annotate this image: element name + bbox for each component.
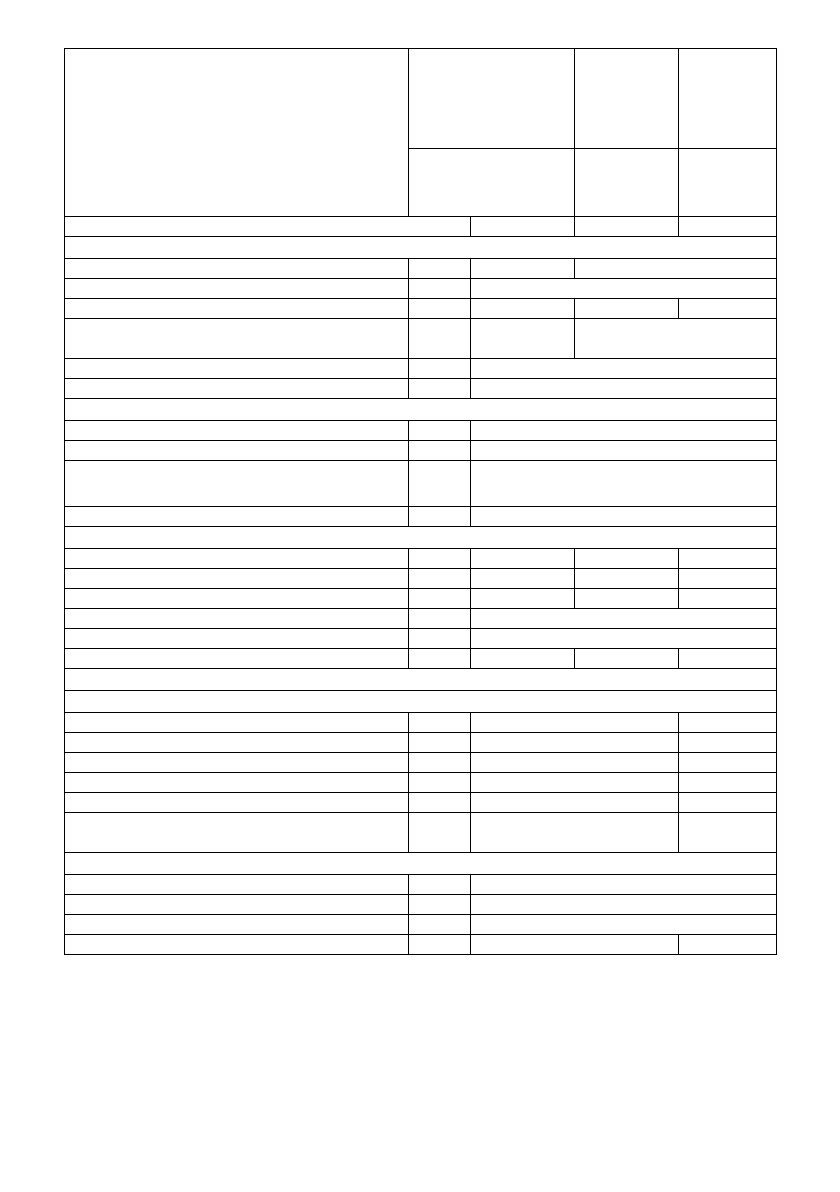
table-cell	[679, 935, 777, 955]
table-cell	[679, 569, 777, 589]
table-cell-label	[65, 49, 409, 217]
table-cell	[471, 793, 679, 813]
table-cell	[471, 813, 679, 853]
table-cell	[471, 421, 777, 441]
table-cell	[471, 569, 575, 589]
table-cell	[409, 773, 471, 793]
table-row	[65, 813, 777, 853]
table-body	[65, 49, 777, 955]
table-cell	[409, 299, 471, 319]
table-row	[65, 915, 777, 935]
table-cell	[409, 733, 471, 753]
table-cell-label	[65, 421, 409, 441]
table-cell	[471, 609, 777, 629]
table-cell	[409, 793, 471, 813]
table-cell	[471, 753, 679, 773]
section-band	[65, 399, 777, 421]
table-cell	[679, 49, 777, 149]
table-cell	[679, 299, 777, 319]
table-cell-label	[65, 915, 409, 935]
table-cell	[471, 259, 575, 279]
table-cell	[679, 649, 777, 669]
table-row	[65, 895, 777, 915]
table-cell	[471, 713, 679, 733]
table-cell-label	[65, 279, 409, 299]
table-cell	[575, 589, 679, 609]
table-cell-label	[65, 319, 409, 359]
table-cell	[575, 319, 777, 359]
table-cell	[471, 217, 575, 237]
table-cell	[409, 875, 471, 895]
table-cell	[409, 895, 471, 915]
table-cell	[409, 915, 471, 935]
table-row	[65, 649, 777, 669]
table-row-section	[65, 399, 777, 421]
table-cell	[409, 379, 471, 399]
table-cell	[409, 149, 575, 217]
table-cell	[471, 299, 575, 319]
table-cell	[471, 279, 777, 299]
section-band	[65, 669, 777, 691]
table-cell-label	[65, 649, 409, 669]
table-cell	[471, 319, 575, 359]
table-cell	[679, 217, 777, 237]
table-cell-label	[65, 359, 409, 379]
table-cell-label	[65, 217, 471, 237]
table-cell-label	[65, 813, 409, 853]
table-row	[65, 589, 777, 609]
table-cell-label	[65, 609, 409, 629]
table-cell	[409, 461, 471, 507]
table-cell	[575, 569, 679, 589]
table-cell	[575, 649, 679, 669]
table-cell	[471, 875, 777, 895]
table-cell	[575, 259, 777, 279]
table-cell	[409, 507, 471, 527]
table-cell	[409, 713, 471, 733]
table-cell-label	[65, 773, 409, 793]
table-cell	[679, 549, 777, 569]
table-row-section	[65, 691, 777, 713]
table-cell	[679, 713, 777, 733]
section-band	[65, 237, 777, 259]
table-cell	[409, 359, 471, 379]
table-cell	[409, 549, 471, 569]
table-cell	[471, 461, 777, 507]
table-cell-label	[65, 379, 409, 399]
table-cell	[471, 441, 777, 461]
table-row	[65, 319, 777, 359]
table-cell-label	[65, 507, 409, 527]
specification-table	[64, 48, 777, 955]
table-cell	[409, 259, 471, 279]
section-band	[65, 527, 777, 549]
table-row	[65, 279, 777, 299]
table-row	[65, 875, 777, 895]
table-cell	[575, 49, 679, 149]
table-row	[65, 49, 777, 149]
table-cell-label	[65, 733, 409, 753]
table-row	[65, 569, 777, 589]
table-cell	[471, 733, 679, 753]
table-cell	[471, 649, 575, 669]
table-cell-label	[65, 461, 409, 507]
table-cell	[409, 935, 471, 955]
table-cell	[679, 753, 777, 773]
table-cell	[471, 507, 777, 527]
table-cell	[575, 299, 679, 319]
table-cell	[679, 733, 777, 753]
table-row	[65, 733, 777, 753]
table-cell	[409, 813, 471, 853]
table-cell	[471, 359, 777, 379]
table-row	[65, 713, 777, 733]
table-cell	[471, 935, 679, 955]
table-cell	[471, 915, 777, 935]
section-band	[65, 853, 777, 875]
table-cell	[471, 773, 679, 793]
table-cell	[409, 589, 471, 609]
table-cell	[679, 149, 777, 217]
section-band	[65, 691, 777, 713]
table-cell	[471, 629, 777, 649]
table-cell	[409, 609, 471, 629]
table-cell	[471, 379, 777, 399]
table-row	[65, 379, 777, 399]
table-cell	[409, 753, 471, 773]
table-cell	[409, 49, 575, 149]
table-cell	[471, 589, 575, 609]
table-cell	[575, 549, 679, 569]
table-row	[65, 629, 777, 649]
table-cell	[679, 589, 777, 609]
table-row	[65, 507, 777, 527]
table-cell-label	[65, 441, 409, 461]
table-cell-label	[65, 895, 409, 915]
table-row-section	[65, 669, 777, 691]
table-cell-label	[65, 589, 409, 609]
table-row	[65, 549, 777, 569]
table-cell	[679, 793, 777, 813]
table-cell	[409, 569, 471, 589]
table-cell	[409, 441, 471, 461]
table-cell-label	[65, 713, 409, 733]
table-cell	[575, 149, 679, 217]
table-row	[65, 773, 777, 793]
table-row	[65, 217, 777, 237]
table-cell	[409, 629, 471, 649]
table-row	[65, 935, 777, 955]
table-cell	[575, 217, 679, 237]
table-row	[65, 259, 777, 279]
table-row-section	[65, 237, 777, 259]
table-cell-label	[65, 299, 409, 319]
table-row	[65, 793, 777, 813]
table-row-section	[65, 527, 777, 549]
table-row	[65, 753, 777, 773]
table-row	[65, 609, 777, 629]
table-cell-label	[65, 549, 409, 569]
table-row	[65, 421, 777, 441]
table-row-section	[65, 853, 777, 875]
table-row	[65, 441, 777, 461]
table-cell	[679, 773, 777, 793]
table-row	[65, 359, 777, 379]
table-cell	[409, 279, 471, 299]
table-cell-label	[65, 753, 409, 773]
table-cell	[679, 813, 777, 853]
table-row	[65, 461, 777, 507]
table-cell-label	[65, 629, 409, 649]
table-cell	[471, 895, 777, 915]
table-cell-label	[65, 935, 409, 955]
table-cell	[409, 319, 471, 359]
table-cell	[471, 549, 575, 569]
table-cell-label	[65, 569, 409, 589]
table-cell-label	[65, 793, 409, 813]
table-cell-label	[65, 875, 409, 895]
table-cell	[409, 649, 471, 669]
table-cell	[409, 421, 471, 441]
table-cell-label	[65, 259, 409, 279]
table-row	[65, 299, 777, 319]
